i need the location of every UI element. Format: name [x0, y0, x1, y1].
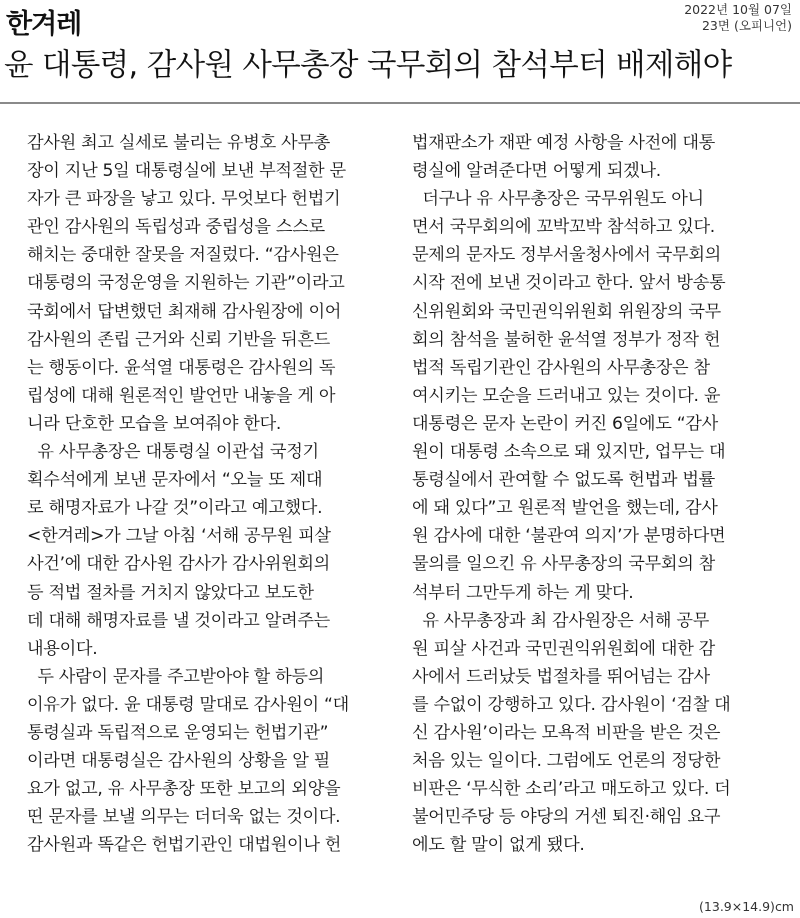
article-column-left [27, 129, 397, 859]
article-line: 에도 할 말이 없게 됐다. [412, 835, 585, 856]
article-line: 감사원의 존립 근거와 신뢰 기반을 뒤흔드 [27, 329, 330, 350]
article-line: 요가 없고, 유 사무총장 또한 보고의 외양을 [27, 779, 341, 800]
article-line: 신위원회와 국민권익위원회 위원장의 국무 [412, 301, 721, 322]
article-line: 국회에서 답변했던 최재해 감사원장에 이어 [27, 301, 342, 322]
article-line: 대통령의 국정운영을 지원하는 기관”이라고 [27, 273, 345, 294]
article-line: 법적 독립기관인 감사원의 사무총장은 참 [412, 357, 710, 378]
article-line: 관인 감사원의 독립성과 중립성을 스스로 [27, 217, 325, 238]
article-line: 법재판소가 재판 예정 사항을 사전에 대통 [412, 133, 715, 153]
article-line: 이라면 대통령실은 감사원의 상황을 알 필 [27, 751, 330, 772]
article-line: 감사원과 똑같은 헌법기관인 대법원이나 헌 [27, 835, 342, 856]
article-line: 를 수없이 강행하고 있다. 감사원이 ‘검찰 대 [412, 694, 731, 715]
article-line: 비판은 ‘무식한 소리’라고 매도하고 있다. 더 [412, 779, 731, 800]
article-line: 유 사무총장은 대통령실 이관섭 국정기 [27, 442, 319, 463]
article-line: 해치는 중대한 잘못을 저질렀다. “감사원은 [27, 245, 339, 266]
article-size-note: (13.9×14.9)cm [699, 899, 794, 914]
article-line: 원 피살 사건과 국민권익위원회에 대한 감 [412, 638, 715, 659]
article-line: <한겨레>가 그날 아침 ‘서해 공무원 피살 [27, 526, 331, 547]
article-line: 대통령은 문자 논란이 커진 6일에도 “감사 [412, 413, 718, 434]
page-section: 23면 (오피니언) [701, 18, 792, 33]
publication-date: 2022년 10월 07일 [684, 2, 792, 17]
article-line: 불어민주당 등 야당의 거센 퇴진·해임 요구 [412, 807, 721, 828]
article-line: 로 해명자료가 나갈 것”이라고 예고했다. [27, 498, 323, 519]
article-line: 석부터 그만두게 하는 게 맞다. [412, 582, 634, 603]
article-line: 는 행동이다. 윤석열 대통령은 감사원의 독 [27, 357, 336, 378]
article-line: 등 적법 절차를 거치지 않았다고 보도한 [27, 582, 314, 603]
article-line: 시작 전에 보낸 것이라고 한다. 앞서 방송통 [412, 273, 726, 294]
article-line: 장이 지난 5일 대통령실에 보낸 부적절한 문 [27, 161, 346, 182]
article-headline: 윤 대통령, 감사원 사무총장 국무회의 참석부터 배제해야 [4, 48, 732, 83]
headline-divider [0, 102, 800, 104]
article-line: 령실에 알려준다면 어떻게 되겠나. [412, 161, 661, 182]
article-line: 두 사람이 문자를 주고받아야 할 하등의 [27, 666, 324, 687]
article-line: 데 대해 해명자료를 낼 것이라고 알려주는 [27, 610, 330, 631]
article-line: 감사원 최고 실세로 불리는 유병호 사무총 [27, 133, 330, 153]
newspaper-masthead: 한겨레 [6, 9, 82, 40]
article-line: 니라 단호한 모습을 보여줘야 한다. [27, 413, 282, 434]
article-line: 에 돼 있다”고 원론적 발언을 했는데, 감사 [412, 498, 718, 519]
article-line: 여시키는 모순을 드러내고 있는 것이다. 윤 [412, 385, 721, 406]
article-line: 처음 있는 일이다. 그럼에도 언론의 정당한 [412, 751, 721, 772]
article-line: 띤 문자를 보낼 의무는 더더욱 없는 것이다. [27, 807, 341, 828]
article-line: 문제의 문자도 정부서울청사에서 국무회의 [412, 245, 721, 266]
article-line: 원 감사에 대한 ‘불관여 의지’가 분명하다면 [412, 526, 726, 547]
article-line: 사건’에 대한 감사원 감사가 감사위원회의 [27, 554, 330, 575]
article-column-right [412, 129, 782, 859]
article-line: 이유가 없다. 윤 대통령 말대로 감사원이 “대 [27, 694, 349, 715]
article-line: 더구나 유 사무총장은 국무위원도 아니 [412, 189, 704, 210]
article-line: 획수석에게 보낸 문자에서 “오늘 또 제대 [27, 470, 323, 491]
article-line: 신 감사원’이라는 모욕적 비판을 받은 것은 [412, 722, 721, 743]
article-line: 통령실과 독립적으로 운영되는 헌법기관” [27, 722, 329, 743]
article-line: 통령실에서 관여할 수 없도록 헌법과 법률 [412, 470, 715, 491]
article-line: 자가 큰 파장을 낳고 있다. 무엇보다 헌법기 [27, 189, 341, 210]
article-line: 원이 대통령 소속으로 돼 있지만, 업무는 대 [412, 442, 726, 463]
article-line: 면서 국무회의에 꼬박꼬박 참석하고 있다. [412, 217, 715, 238]
article-line: 사에서 드러났듯 법절차를 뛰어넘는 감사 [412, 666, 710, 687]
article-line: 내용이다. [27, 638, 98, 659]
article-line: 회의 참석을 불허한 윤석열 정부가 정작 헌 [412, 329, 721, 350]
article-line: 립성에 대해 원론적인 발언만 내놓을 게 아 [27, 385, 336, 406]
publication-meta [684, 2, 792, 34]
article-line: 물의를 일으킨 유 사무총장의 국무회의 참 [412, 554, 715, 575]
article-line: 유 사무총장과 최 감사원장은 서해 공무 [412, 610, 709, 631]
